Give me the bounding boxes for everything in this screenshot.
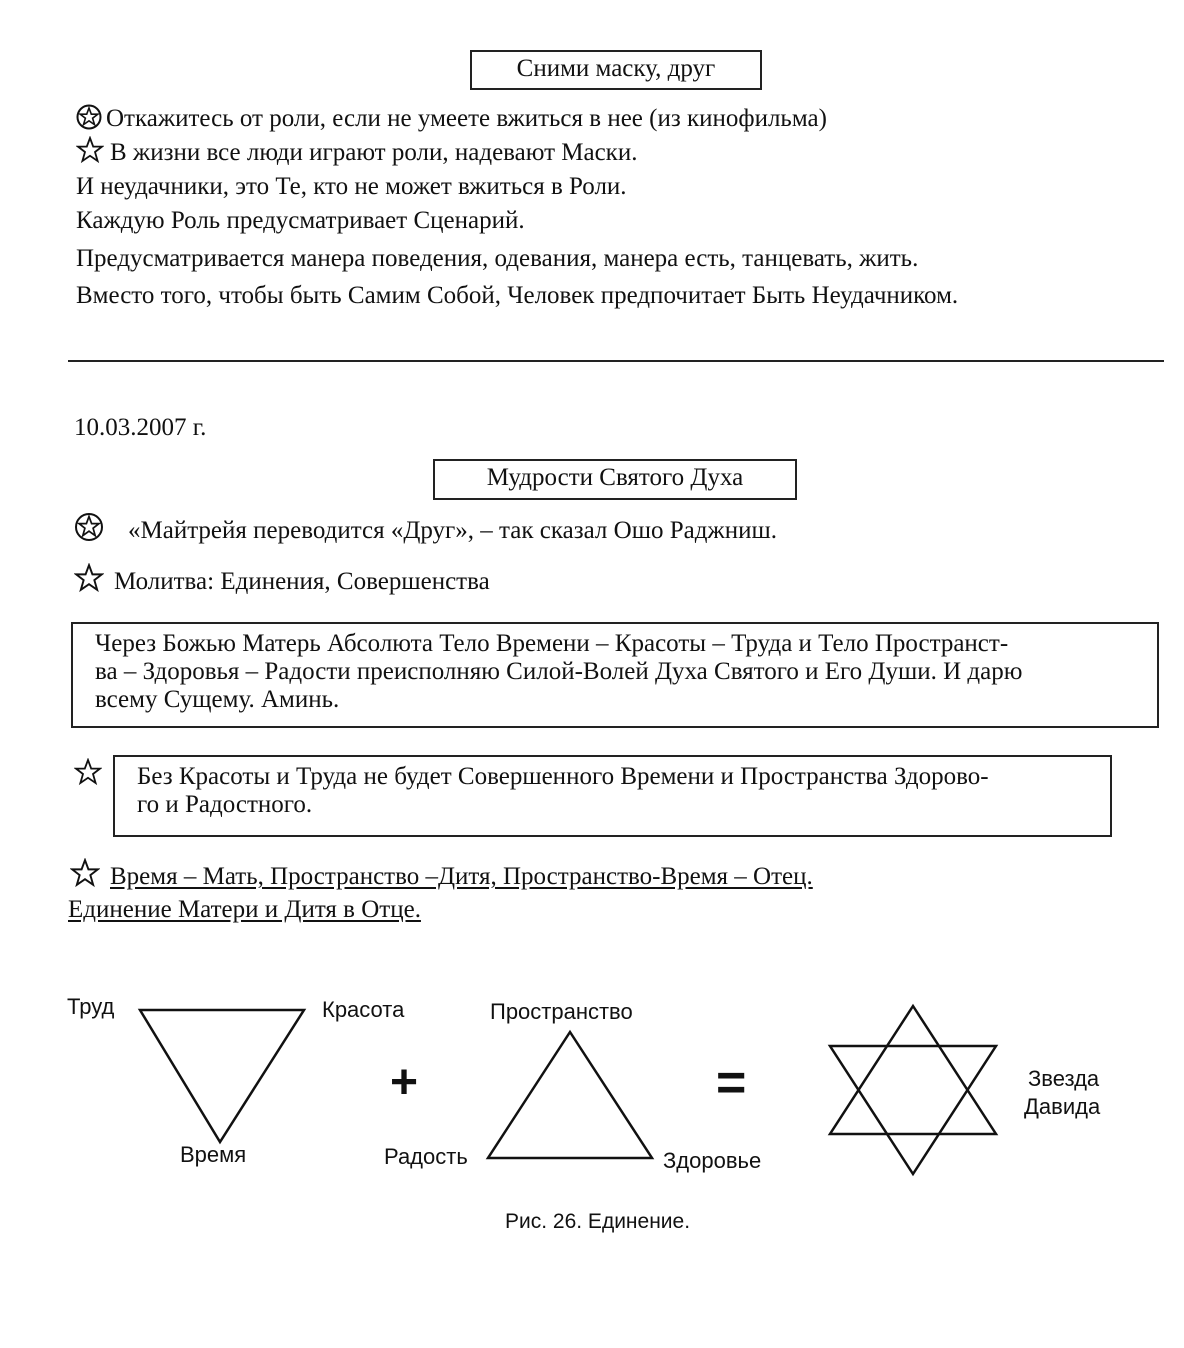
- label-trud: Труд: [67, 994, 115, 1019]
- section-divider: [68, 360, 1164, 362]
- section-title-mask: Сними маску, друг: [470, 50, 762, 90]
- quote-line: [74, 512, 777, 552]
- unity-figure: [0, 980, 1184, 1240]
- label-vremya: Время: [180, 1142, 247, 1167]
- line-text: И неудачники, это Те, кто не может вжиться в Роли.: [76, 173, 627, 200]
- line-text: Откажитесь от роли, если не умеете вжиться в нее (из кинофильма): [106, 105, 827, 132]
- outline-star-icon: [74, 563, 114, 603]
- prayer-heading: Молитва: Единения, Совершенства: [114, 568, 490, 595]
- figure-caption: Рис. 26. Единение.: [505, 1210, 691, 1233]
- label-zdorovie: Здоровье: [663, 1148, 762, 1173]
- label-prostranstvo: Пространство: [490, 999, 633, 1024]
- paragraph-line: [76, 102, 827, 140]
- date-text: 10.03.2007 г.: [74, 414, 207, 441]
- line-text: В жизни все люди играют роли, надевают Маски.: [110, 139, 638, 166]
- upright-triangle: [488, 1032, 652, 1158]
- prayer-line: Через Божью Матерь Абсолюта Тело Времени – Красоты – Труда и Тело Пространст-: [95, 630, 1009, 657]
- quote-text: «Майтрейя переводится «Друг», – так сказал Ошо Раджниш.: [128, 517, 777, 544]
- star-triangle-up: [830, 1006, 996, 1134]
- line-text: Каждую Роль предусматривает Сценарий.: [76, 207, 525, 234]
- label-zvezda: Звезда: [1028, 1066, 1100, 1091]
- outline-star-icon: [70, 858, 110, 898]
- beauty-line: Без Красоты и Труда не будет Совершенного Времени и Пространства Здорово-: [137, 763, 989, 790]
- underlined-text: Единение Матери и Дитя в Отце.: [68, 896, 421, 923]
- line-text: Предусматривается манера поведения, одевания, манера есть, танцевать, жить.: [76, 245, 919, 272]
- section-title-wisdom: Мудрости Святого Духа: [433, 459, 797, 500]
- paragraph-line: [76, 136, 637, 174]
- equals-sign: =: [716, 1054, 747, 1112]
- prayer-line: всему Сущему. Аминь.: [95, 686, 340, 713]
- circled-star-icon: [74, 512, 128, 552]
- label-davida: Давида: [1024, 1094, 1101, 1119]
- prayer-line: ва – Здоровья – Радости преисполняю Силой-Волей Духа Святого и Его Души. И дарю: [95, 658, 1023, 685]
- label-radost: Радость: [384, 1144, 468, 1169]
- prayer-heading-line: [74, 563, 490, 603]
- outline-star-icon: [74, 758, 102, 791]
- line-text: Вместо того, чтобы быть Самим Собой, Человек предпочитает Быть Неудачником.: [76, 282, 959, 309]
- beauty-line: го и Радостного.: [137, 791, 313, 818]
- star-triangle-down: [830, 1046, 996, 1174]
- circled-star-icon: [76, 104, 106, 140]
- outline-star-icon: [76, 136, 110, 174]
- label-krasota: Красота: [322, 997, 405, 1022]
- underlined-text: Время – Мать, Пространство –Дитя, Пространство-Время – Отец.: [110, 863, 813, 890]
- underlined-line: [70, 858, 813, 898]
- beauty-box: [113, 755, 1112, 837]
- inverted-triangle: [140, 1010, 304, 1142]
- plus-sign: +: [390, 1056, 419, 1109]
- prayer-box: [71, 622, 1159, 728]
